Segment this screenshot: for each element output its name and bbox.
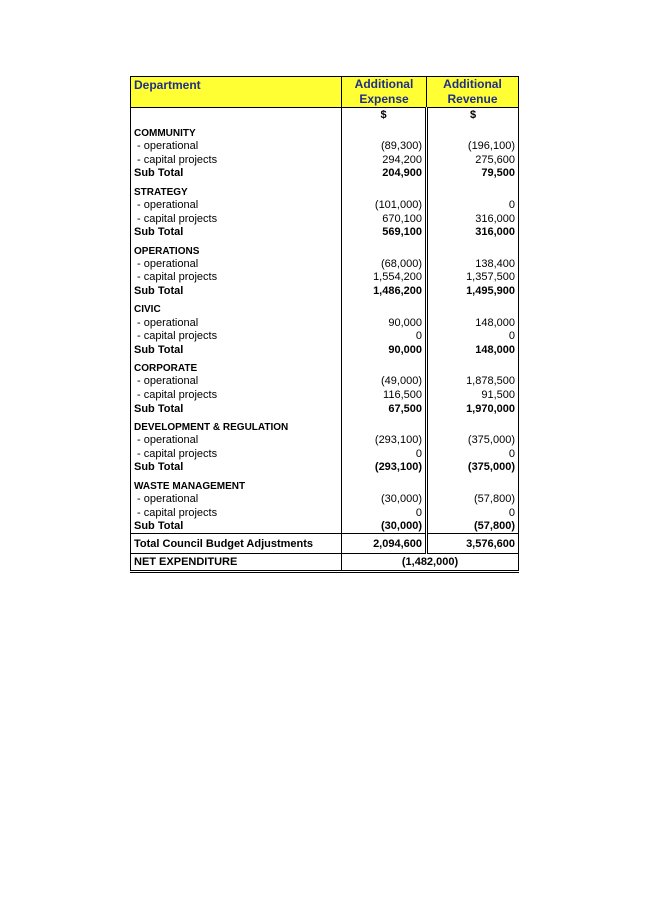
operational-revenue: (57,800) xyxy=(427,493,519,507)
capital-projects-revenue: 316,000 xyxy=(427,212,519,226)
capital-projects-label: - capital projects xyxy=(131,330,342,344)
section-name: OPERATIONS xyxy=(131,240,342,258)
operational-expense: 90,000 xyxy=(342,316,427,330)
total-expense: 2,094,600 xyxy=(342,534,427,554)
operational-revenue: 1,878,500 xyxy=(427,375,519,389)
capital-projects-row xyxy=(131,212,519,226)
subtotal-label: Sub Total xyxy=(131,167,342,181)
currency-row xyxy=(131,108,519,123)
capital-projects-row xyxy=(131,448,519,462)
operational-label: - operational xyxy=(131,258,342,272)
additional-revenue-header xyxy=(427,77,519,108)
operational-row xyxy=(131,258,519,272)
revenue-header-line1: Additional xyxy=(443,77,502,91)
subtotal-row xyxy=(131,344,519,358)
capital-projects-expense: 1,554,200 xyxy=(342,271,427,285)
budget-table xyxy=(130,76,519,573)
subtotal-expense: 204,900 xyxy=(342,167,427,181)
department-header: Department xyxy=(131,77,342,108)
net-expenditure-label: NET EXPENDITURE xyxy=(131,554,342,572)
operational-label: - operational xyxy=(131,434,342,448)
operational-label: - operational xyxy=(131,140,342,154)
section-name: WASTE MANAGEMENT xyxy=(131,475,342,493)
section-heading-row xyxy=(131,181,519,199)
operational-expense: (30,000) xyxy=(342,493,427,507)
total-revenue: 3,576,600 xyxy=(427,534,519,554)
capital-projects-label: - capital projects xyxy=(131,506,342,520)
capital-projects-row xyxy=(131,389,519,403)
capital-projects-expense: 0 xyxy=(342,506,427,520)
subtotal-expense: 90,000 xyxy=(342,344,427,358)
subtotal-row xyxy=(131,167,519,181)
operational-expense: (49,000) xyxy=(342,375,427,389)
subtotal-revenue: 148,000 xyxy=(427,344,519,358)
section-name: COMMUNITY xyxy=(131,122,342,140)
capital-projects-label: - capital projects xyxy=(131,154,342,168)
expense-header-line1: Additional xyxy=(354,77,414,91)
total-label: Total Council Budget Adjustments xyxy=(131,534,342,554)
revenue-header-line2: Revenue xyxy=(447,92,498,106)
subtotal-expense: 1,486,200 xyxy=(342,285,427,299)
operational-label: - operational xyxy=(131,199,342,213)
subtotal-label: Sub Total xyxy=(131,285,342,299)
capital-projects-expense: 294,200 xyxy=(342,154,427,168)
section-heading-row xyxy=(131,475,519,493)
operational-revenue: (196,100) xyxy=(427,140,519,154)
capital-projects-revenue: 0 xyxy=(427,448,519,462)
operational-row xyxy=(131,316,519,330)
subtotal-revenue: 1,495,900 xyxy=(427,285,519,299)
net-expenditure-value: (1,482,000) xyxy=(342,554,519,572)
subtotal-expense: 569,100 xyxy=(342,226,427,240)
capital-projects-expense: 0 xyxy=(342,330,427,344)
subtotal-revenue: (57,800) xyxy=(427,520,519,534)
capital-projects-row xyxy=(131,154,519,168)
subtotal-revenue: 316,000 xyxy=(427,226,519,240)
subtotal-label: Sub Total xyxy=(131,461,342,475)
subtotal-revenue: 1,970,000 xyxy=(427,402,519,416)
subtotal-label: Sub Total xyxy=(131,520,342,534)
operational-expense: (293,100) xyxy=(342,434,427,448)
capital-projects-row xyxy=(131,330,519,344)
capital-projects-expense: 116,500 xyxy=(342,389,427,403)
expense-currency: $ xyxy=(342,108,427,123)
subtotal-revenue: (375,000) xyxy=(427,461,519,475)
section-heading-row xyxy=(131,416,519,434)
subtotal-row xyxy=(131,520,519,534)
capital-projects-label: - capital projects xyxy=(131,212,342,226)
subtotal-row xyxy=(131,226,519,240)
section-heading-row xyxy=(131,122,519,140)
operational-row xyxy=(131,375,519,389)
capital-projects-revenue: 1,357,500 xyxy=(427,271,519,285)
operational-revenue: 0 xyxy=(427,199,519,213)
net-expenditure-row xyxy=(131,554,519,572)
capital-projects-label: - capital projects xyxy=(131,271,342,285)
operational-label: - operational xyxy=(131,493,342,507)
capital-projects-revenue: 275,600 xyxy=(427,154,519,168)
subtotal-label: Sub Total xyxy=(131,226,342,240)
subtotal-label: Sub Total xyxy=(131,402,342,416)
capital-projects-row xyxy=(131,271,519,285)
section-heading-row xyxy=(131,298,519,316)
operational-label: - operational xyxy=(131,375,342,389)
capital-projects-revenue: 0 xyxy=(427,330,519,344)
additional-expense-header xyxy=(342,77,427,108)
capital-projects-revenue: 0 xyxy=(427,506,519,520)
section-name: DEVELOPMENT & REGULATION xyxy=(131,416,342,434)
operational-row xyxy=(131,493,519,507)
capital-projects-label: - capital projects xyxy=(131,389,342,403)
subtotal-label: Sub Total xyxy=(131,344,342,358)
operational-expense: (68,000) xyxy=(342,258,427,272)
revenue-currency: $ xyxy=(427,108,519,123)
subtotal-row xyxy=(131,285,519,299)
operational-row xyxy=(131,434,519,448)
operational-revenue: (375,000) xyxy=(427,434,519,448)
table-header-row xyxy=(131,77,519,108)
subtotal-expense: (293,100) xyxy=(342,461,427,475)
subtotal-row xyxy=(131,402,519,416)
subtotal-expense: 67,500 xyxy=(342,402,427,416)
operational-revenue: 138,400 xyxy=(427,258,519,272)
operational-revenue: 148,000 xyxy=(427,316,519,330)
subtotal-row xyxy=(131,461,519,475)
capital-projects-expense: 0 xyxy=(342,448,427,462)
section-heading-row xyxy=(131,357,519,375)
capital-projects-expense: 670,100 xyxy=(342,212,427,226)
operational-row xyxy=(131,199,519,213)
section-name: STRATEGY xyxy=(131,181,342,199)
operational-label: - operational xyxy=(131,316,342,330)
section-heading-row xyxy=(131,240,519,258)
capital-projects-revenue: 91,500 xyxy=(427,389,519,403)
operational-expense: (89,300) xyxy=(342,140,427,154)
total-adjustments-row xyxy=(131,534,519,554)
expense-header-line2: Expense xyxy=(359,92,409,106)
section-name: CORPORATE xyxy=(131,357,342,375)
capital-projects-label: - capital projects xyxy=(131,448,342,462)
subtotal-revenue: 79,500 xyxy=(427,167,519,181)
budget-adjustments-sheet xyxy=(130,76,518,573)
operational-expense: (101,000) xyxy=(342,199,427,213)
subtotal-expense: (30,000) xyxy=(342,520,427,534)
operational-row xyxy=(131,140,519,154)
capital-projects-row xyxy=(131,506,519,520)
section-name: CIVIC xyxy=(131,298,342,316)
